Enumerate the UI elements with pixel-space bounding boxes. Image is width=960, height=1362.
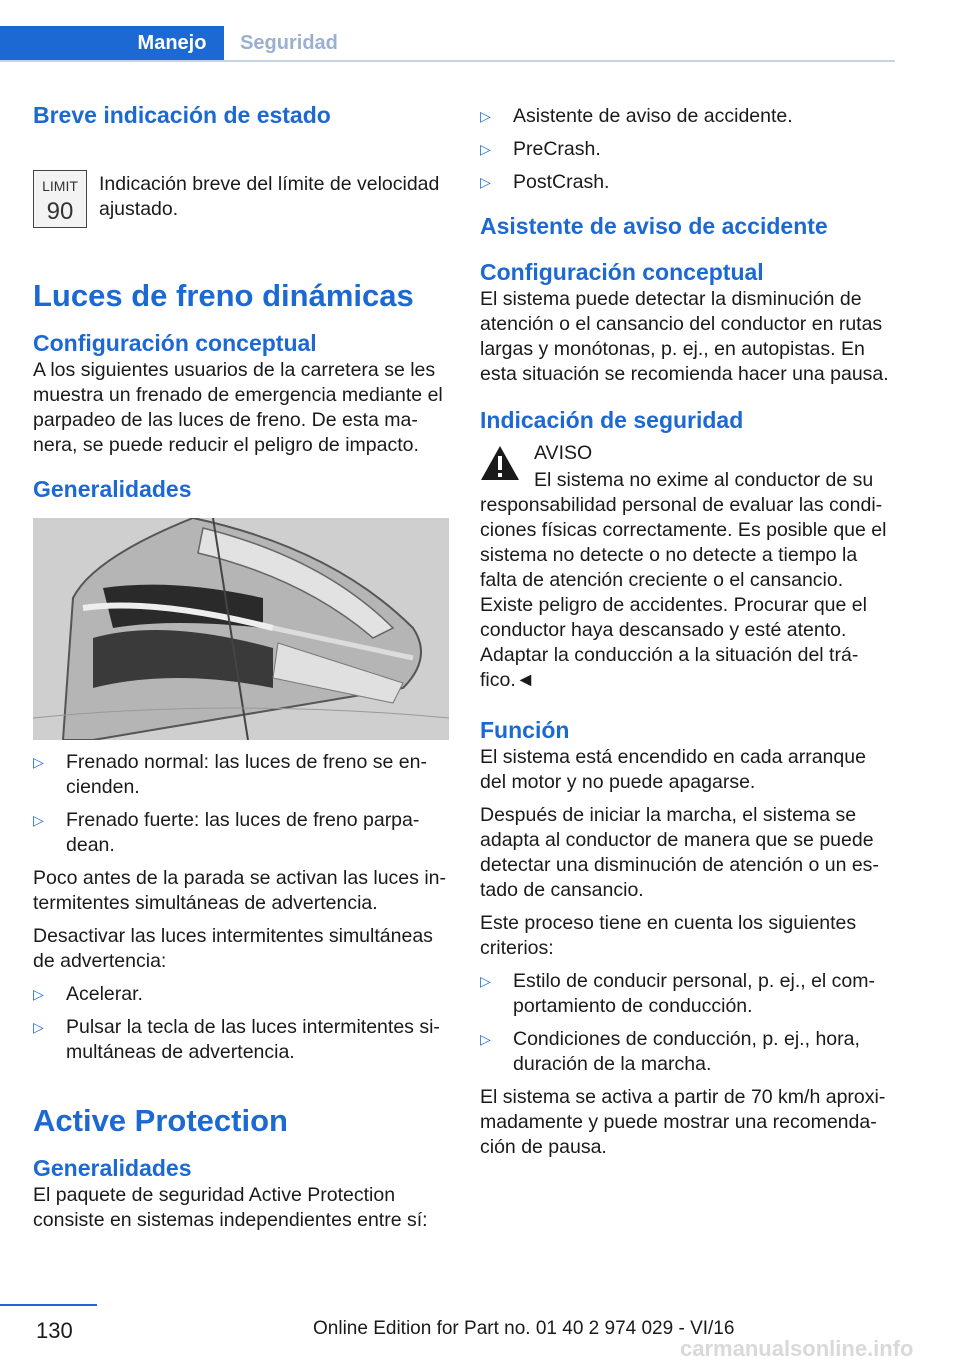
function-heading: Función xyxy=(480,717,570,743)
accident-assistant-heading: Asistente de aviso de accidente xyxy=(480,213,828,239)
warning-block xyxy=(480,441,896,693)
list-item: ▷ Condiciones de conducción, p. ej., hora, duración de la marcha. xyxy=(480,1028,860,1075)
triangle-bullet-icon: ▷ xyxy=(480,141,491,157)
footer-accent-line xyxy=(0,1304,97,1306)
concept-text: A los siguientes usuarios de la carretera se les muestra un frenado de emergencia mediante el parpadeo de las luces de freno. De esta ma‐nera, se puede reducir el peligro de impacto. xyxy=(33,359,443,456)
deactivate-list xyxy=(33,982,449,1065)
page-number: 130 xyxy=(36,1318,73,1343)
function-text-4: El sistema se activa a partir de 70 km/h aproxi‐madamente y puede mostrar una recomenda‐ción de pausa. xyxy=(480,1086,886,1158)
triangle-bullet-icon: ▷ xyxy=(33,812,44,828)
triangle-bullet-icon: ▷ xyxy=(33,1019,44,1035)
warning-label: AVISO xyxy=(534,442,593,464)
brief-status-text: Indicación breve del límite de velocidad ajustado. xyxy=(99,173,440,220)
concept-text: El sistema puede detectar la disminución de atención o el cansancio del conductor en rutas largas y monótonas, p. ej., en autopistas. En esta situación se recomienda hacer una pausa. xyxy=(480,288,889,385)
list-item: ▷ Asistente de aviso de accidente. xyxy=(480,105,793,127)
triangle-bullet-icon: ▷ xyxy=(480,1031,491,1047)
general-heading: Generalidades xyxy=(33,476,192,502)
concept-heading: Configuración conceptual xyxy=(33,330,317,356)
criteria-list xyxy=(480,969,896,1077)
watermark: carmanualsonline.info xyxy=(680,1336,914,1361)
limit-icon-label: LIMIT xyxy=(42,178,78,194)
list-item: ▷ PostCrash. xyxy=(480,171,610,193)
speed-limit-icon xyxy=(33,170,87,228)
ap-system-list xyxy=(480,104,896,195)
function-text-1: El sistema está encendido en cada arranque del motor y no puede apagarse. xyxy=(480,746,866,793)
deactivate-text: Desactivar las luces intermitentes simultáneas de advertencia: xyxy=(33,925,433,972)
list-item: ▷ Frenado normal: las luces de freno se en‐cienden. xyxy=(33,751,427,798)
tab-manejo[interactable]: Manejo xyxy=(120,26,224,60)
dynamic-brake-lights-title: Luces de freno dinámicas xyxy=(33,278,414,313)
function-text-3: Este proceso tiene en cuenta los siguientes criterios: xyxy=(480,912,857,959)
ap-general-text: El paquete de seguridad Active Protection consiste en sistemas independientes entre sí: xyxy=(33,1184,428,1231)
concept-heading: Configuración conceptual xyxy=(480,259,764,285)
brake-list xyxy=(33,750,449,858)
header-divider xyxy=(0,60,895,62)
safety-heading: Indicación de seguridad xyxy=(480,407,744,433)
list-item: ▷ Pulsar la tecla de las luces intermitentes si‐multáneas de advertencia. xyxy=(33,1016,440,1063)
brief-status-block xyxy=(33,130,449,240)
list-item: ▷ Frenado fuerte: las luces de freno parpa‐dean. xyxy=(33,809,420,856)
warning-triangle-icon xyxy=(480,445,520,481)
triangle-bullet-icon: ▷ xyxy=(33,754,44,770)
hazard-text: Poco antes de la parada se activan las luces in‐termitentes simultáneas de advertencia. xyxy=(33,867,446,914)
list-item: ▷ Estilo de conducir personal, p. ej., el com‐portamiento de conducción. xyxy=(480,970,876,1017)
active-protection-title: Active Protection xyxy=(33,1103,288,1138)
left-column xyxy=(33,100,449,1233)
function-text-2: Después de iniciar la marcha, el sistema se adapta al conductor de manera que se puede detectar una disminución de atención o un es‐tado de cansancio. xyxy=(480,804,879,901)
header-accent-bar xyxy=(0,26,120,60)
limit-icon-value: 90 xyxy=(46,198,74,225)
triangle-bullet-icon: ▷ xyxy=(480,174,491,190)
ap-general-heading: Generalidades xyxy=(33,1155,192,1181)
triangle-bullet-icon: ▷ xyxy=(480,108,491,124)
right-column xyxy=(480,104,896,1160)
brief-status-heading: Breve indicación de estado xyxy=(33,102,331,128)
list-item: ▷ Acelerar. xyxy=(33,983,143,1005)
tail-light-illustration xyxy=(33,518,449,740)
edition-text: Online Edition for Part no. 01 40 2 974 029 - VI/16 xyxy=(313,1318,735,1339)
triangle-bullet-icon: ▷ xyxy=(33,986,44,1002)
tab-seguridad[interactable]: Seguridad xyxy=(240,31,338,54)
triangle-bullet-icon: ▷ xyxy=(480,973,491,989)
list-item: ▷ PreCrash. xyxy=(480,138,601,160)
warning-text: El sistema no exime al conductor de su responsabilidad personal de evaluar las condi‐ciones físicas correctamente. Es posible que el sistema no detecte o no detecte a tiempo la falta de atención creciente o el cansancio. Existe peligro de accidentes. Procurar que el conductor haya descansado y esté atento. Adaptar la conducción a la situación del trá‐fico.◄ xyxy=(480,469,887,691)
